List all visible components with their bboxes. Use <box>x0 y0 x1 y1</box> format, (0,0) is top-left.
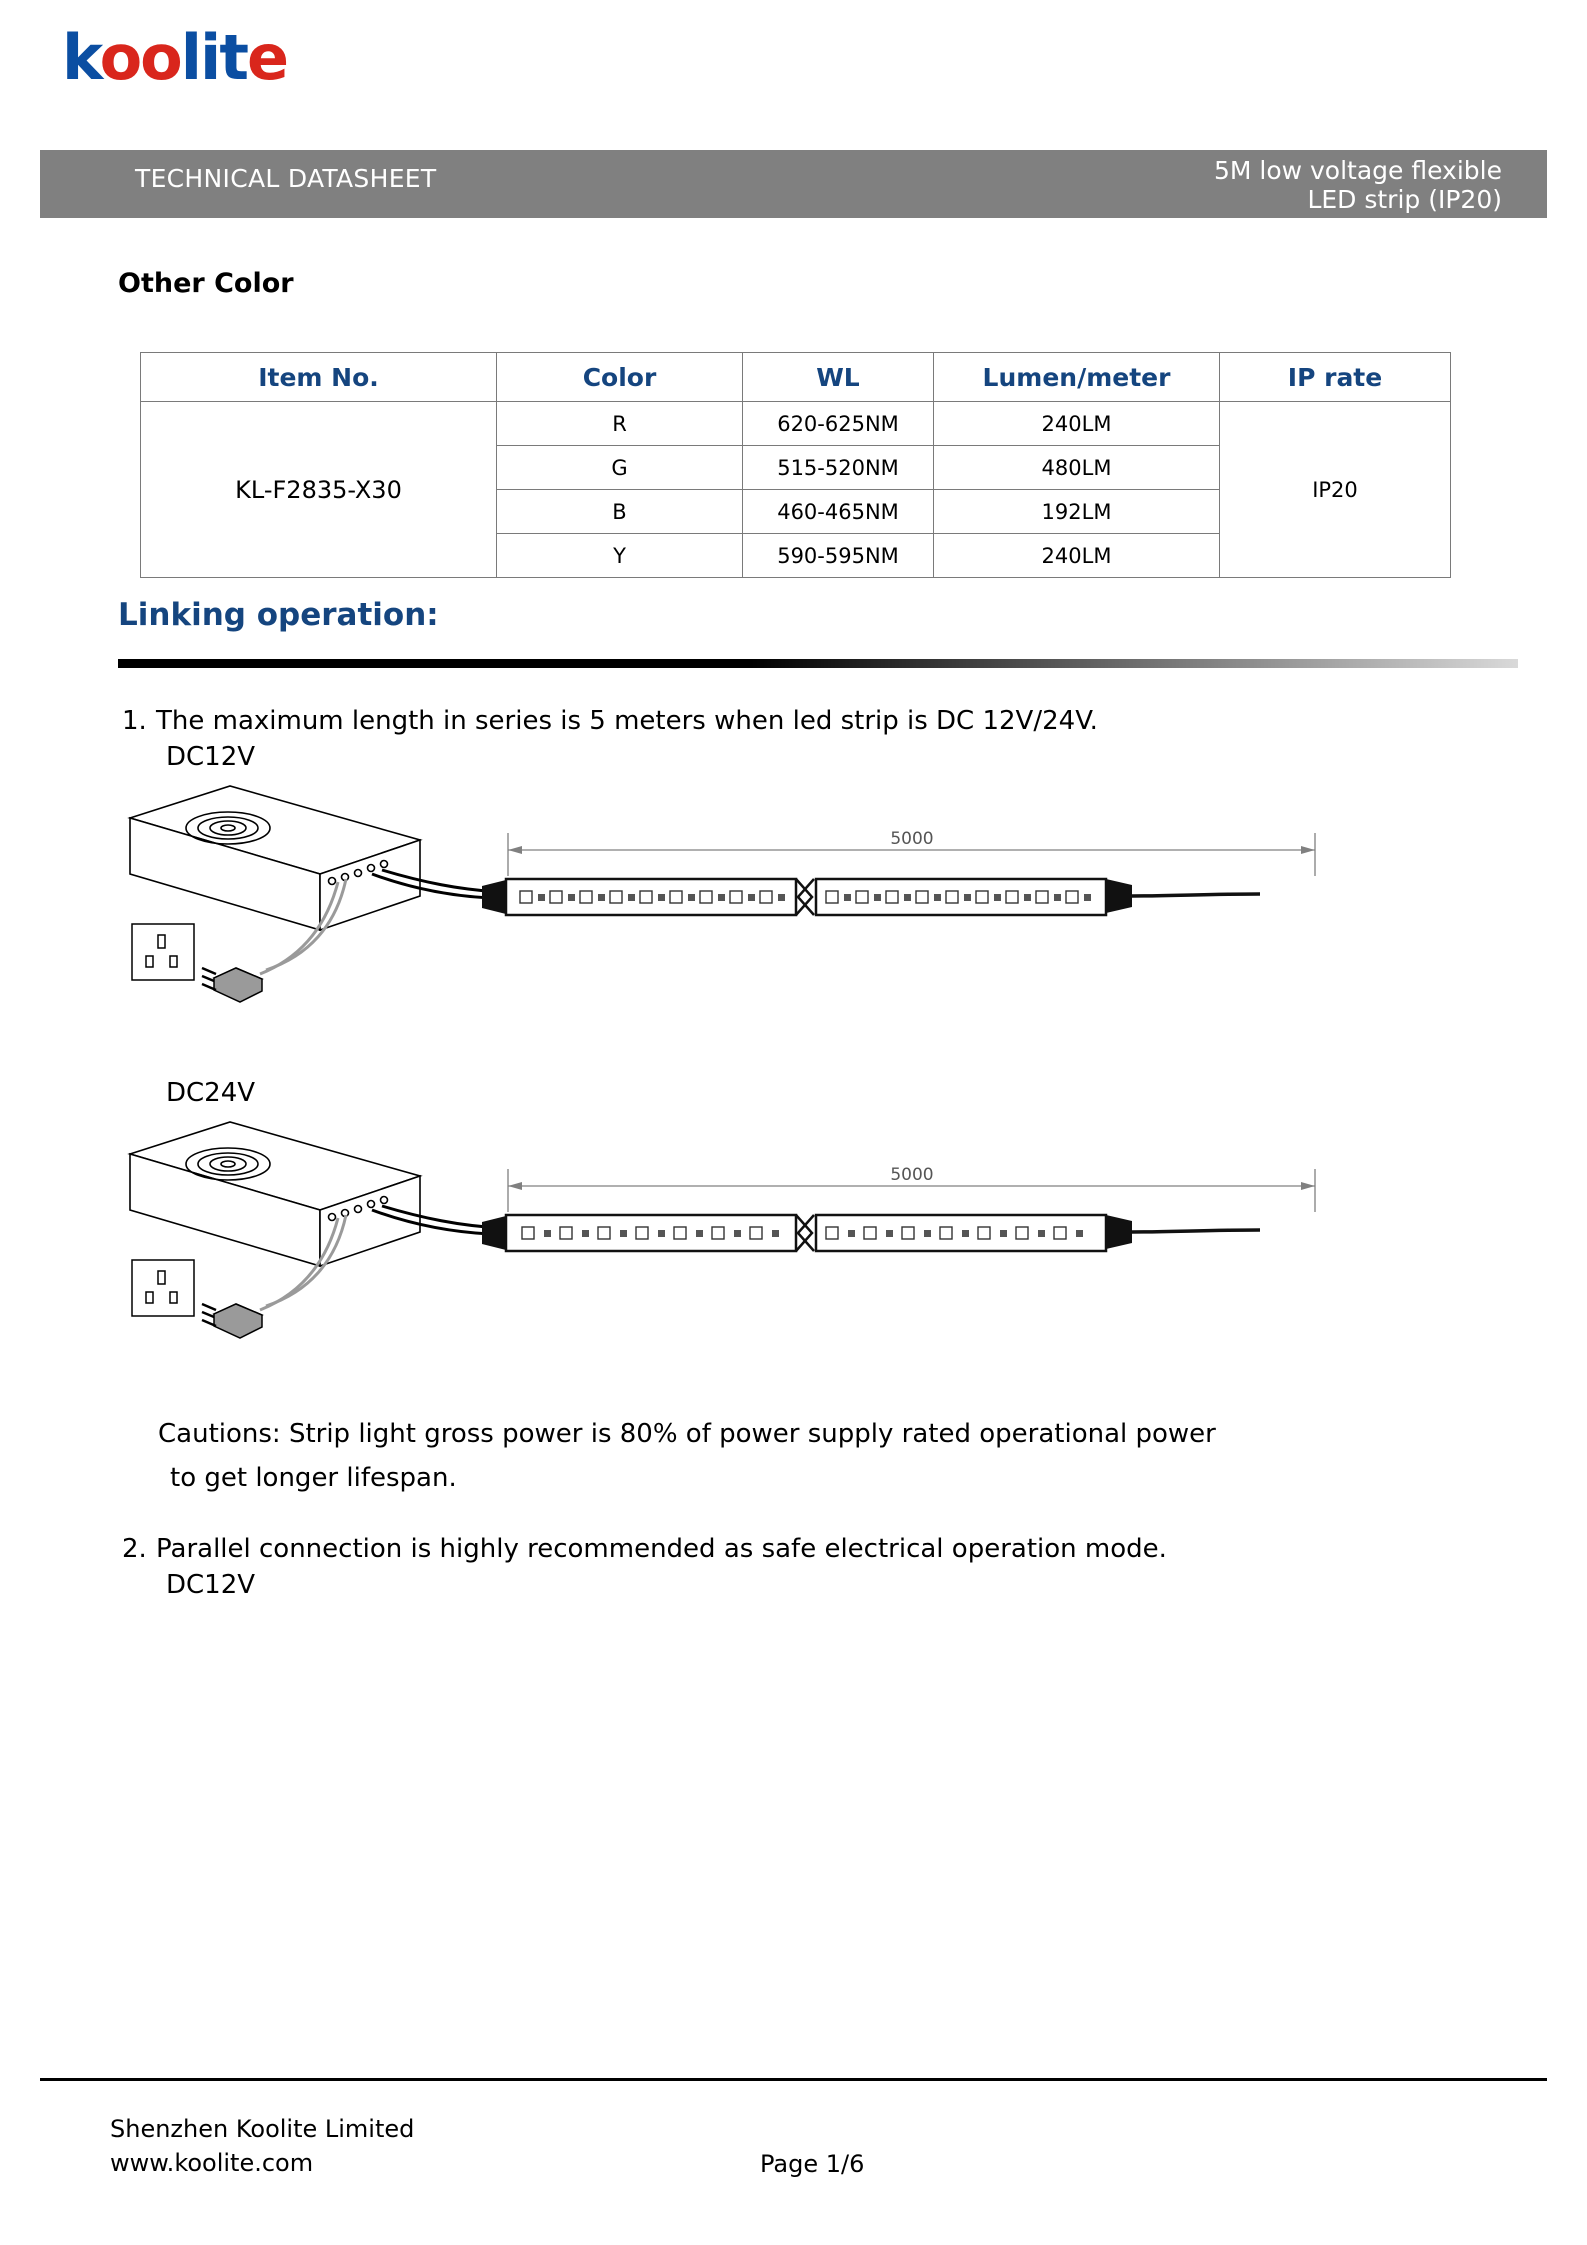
power-plug-icon <box>202 968 262 1002</box>
logo-letter-t: t <box>219 21 247 94</box>
table-row <box>141 402 1451 446</box>
cell-lumen: 240LM <box>934 402 1220 446</box>
header-product-line2: LED strip (IP20) <box>1307 185 1502 214</box>
cell-lumen: 480LM <box>934 446 1220 490</box>
cautions-note <box>158 1412 1478 1500</box>
cell-color: G <box>497 446 743 490</box>
wall-socket-icon <box>132 924 194 980</box>
dc12v-series-diagram <box>110 778 1510 1068</box>
led-strip-graphic <box>482 879 1260 915</box>
company-logo <box>62 18 422 108</box>
label-dc24v-series: DC24V <box>166 1078 256 1108</box>
column-header-lumen: Lumen/meter <box>934 353 1220 402</box>
cell-item-no: KL-F2835-X30 <box>141 402 497 578</box>
label-dc12v-parallel: DC12V <box>166 1570 256 1600</box>
section-divider <box>118 659 1518 668</box>
cell-wl: 460-465NM <box>743 490 934 534</box>
column-header-wl: WL <box>743 353 934 402</box>
cell-wl: 620-625NM <box>743 402 934 446</box>
cell-color: Y <box>497 534 743 578</box>
footer-website[interactable]: www.koolite.com <box>110 2149 314 2177</box>
logo-letter-k: k <box>62 21 100 94</box>
logo-letter-e: e <box>246 21 288 94</box>
header-product-title <box>1214 156 1502 214</box>
power-supply-icon <box>130 1122 420 1266</box>
column-header-color: Color <box>497 353 743 402</box>
footer-company-block <box>110 2112 414 2180</box>
section-title-other-color: Other Color <box>118 268 294 299</box>
cell-wl: 590-595NM <box>743 534 934 578</box>
cell-color: B <box>497 490 743 534</box>
dimension-label: 5000 <box>890 1165 934 1185</box>
footer-page-number: Page 1/6 <box>760 2150 865 2178</box>
dimension-label: 5000 <box>890 829 934 849</box>
header-title: TECHNICAL DATASHEET <box>135 164 437 193</box>
column-header-item-no: Item No. <box>141 353 497 402</box>
label-dc12v-series: DC12V <box>166 742 256 772</box>
logo-wordmark <box>62 18 422 98</box>
led-strip-graphic <box>482 1215 1260 1251</box>
table-header-row <box>141 353 1451 402</box>
other-color-table <box>140 352 1451 578</box>
cell-ip-rate: IP20 <box>1220 402 1451 578</box>
cell-color: R <box>497 402 743 446</box>
cell-wl: 515-520NM <box>743 446 934 490</box>
logo-letter-oo: oo <box>99 21 181 94</box>
column-header-ip-rate: IP rate <box>1220 353 1451 402</box>
list-item-2-text: Parallel connection is highly recommended as safe electrical operation mode. <box>156 1534 1167 1564</box>
footer-company-name: Shenzhen Koolite Limited <box>110 2115 415 2143</box>
list-item-2-number: 2. <box>122 1534 147 1564</box>
dc24v-series-diagram <box>110 1114 1510 1404</box>
logo-letter-l: l <box>180 21 201 94</box>
cell-lumen: 240LM <box>934 534 1220 578</box>
footer-divider <box>40 2078 1547 2081</box>
cell-lumen: 192LM <box>934 490 1220 534</box>
logo-letter-i: i <box>200 21 220 94</box>
list-item-2 <box>122 1528 1167 1570</box>
list-item-1-number: 1. <box>122 706 147 736</box>
list-item-1 <box>122 700 1098 742</box>
section-title-linking-operation: Linking operation: <box>118 597 439 633</box>
wall-socket-icon <box>132 1260 194 1316</box>
header-bar <box>40 150 1547 218</box>
cautions-line1: Cautions: Strip light gross power is 80% of power supply rated operational power <box>158 1419 1216 1449</box>
power-plug-icon <box>202 1304 262 1338</box>
cautions-line2: to get longer lifespan. <box>170 1463 457 1493</box>
header-product-line1: 5M low voltage flexible <box>1213 156 1502 185</box>
power-supply-icon <box>130 786 420 930</box>
list-item-1-text: The maximum length in series is 5 meters when led strip is DC 12V/24V. <box>156 706 1098 736</box>
